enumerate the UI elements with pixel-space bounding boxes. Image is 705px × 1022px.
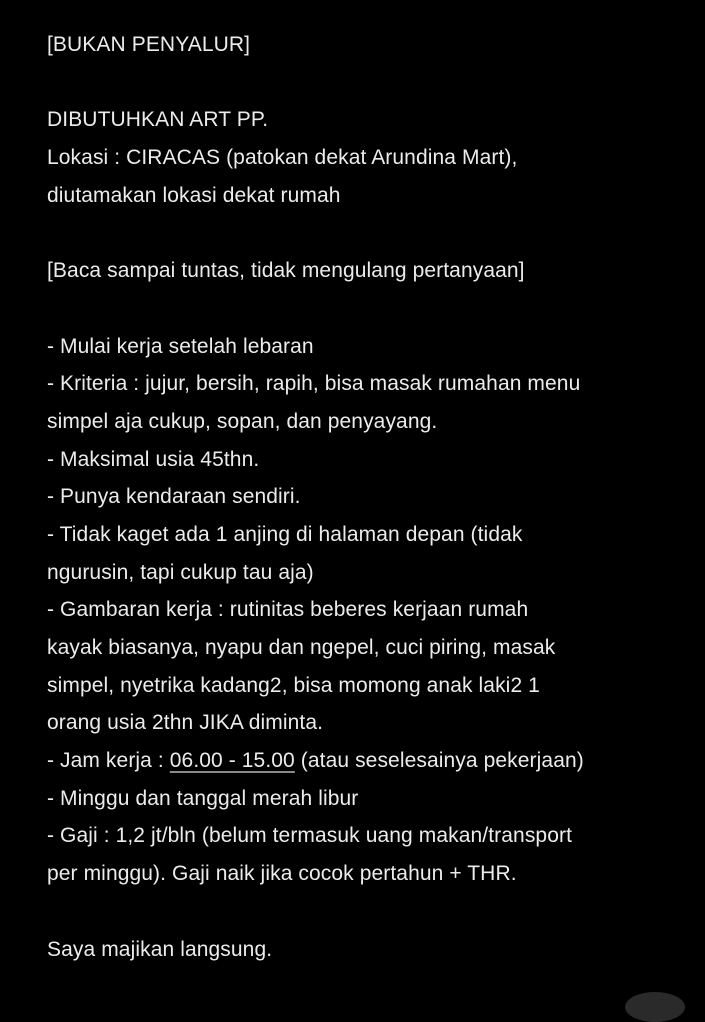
text-line: DIBUTUHKAN ART PP. xyxy=(47,108,269,132)
text-line: orang usia 2thn JIKA diminta. xyxy=(47,711,324,735)
blank-line xyxy=(47,64,697,102)
text-line: - Maksimal usia 45thn. xyxy=(47,447,260,471)
blank-line xyxy=(47,214,697,252)
text-line: Lokasi : CIRACAS (patokan dekat Arundina Mart), xyxy=(47,146,518,170)
text-line: ngurusin, tapi cukup tau aja) xyxy=(47,560,314,584)
text-line: - Kriteria : jujur, bersih, rapih, bisa masak rumahan menu xyxy=(47,372,581,396)
text-line: - Punya kendaraan sendiri. xyxy=(47,485,301,509)
jam-kerja-hours: 06.00 - 15.00 xyxy=(169,749,295,773)
jam-kerja-line xyxy=(47,742,697,780)
text-line: - Minggu dan tanggal merah libur xyxy=(47,786,359,810)
jam-kerja-suffix: (atau seselesainya pekerjaan) xyxy=(294,749,584,773)
text-line: kayak biasanya, nyapu dan ngepel, cuci piring, masak xyxy=(47,636,556,659)
blank-line xyxy=(47,290,697,328)
text-line: per minggu). Gaji naik jika cocok pertahun + THR. xyxy=(47,862,517,886)
text-line: [Baca sampai tuntas, tidak mengulang pertanyaan] xyxy=(47,259,525,283)
text-line: - Gambaran kerja : rutinitas beberes kerjaan rumah xyxy=(47,598,529,622)
text-line: simpel, nyetrika kadang2, bisa momong anak laki2 1 xyxy=(47,673,540,697)
text-line: diutamakan lokasi dekat rumah xyxy=(47,183,341,207)
text-line: Saya majikan langsung. xyxy=(47,937,273,961)
text-line: [BUKAN PENYALUR] xyxy=(47,33,251,56)
text-line: - Mulai kerja setelah lebaran xyxy=(47,334,314,358)
jam-kerja-prefix: - Jam kerja : xyxy=(47,749,170,773)
text-line: - Tidak kaget ada 1 anjing di halaman depan (tidak xyxy=(47,522,523,546)
text-line: - Gaji : 1,2 jt/bln (belum termasuk uang makan/transport xyxy=(47,824,573,848)
floating-button-partial[interactable] xyxy=(625,992,685,1022)
text-line: simpel aja cukup, sopan, dan penyayang. xyxy=(47,409,438,433)
job-posting-note xyxy=(47,26,697,968)
blank-line xyxy=(47,893,697,931)
